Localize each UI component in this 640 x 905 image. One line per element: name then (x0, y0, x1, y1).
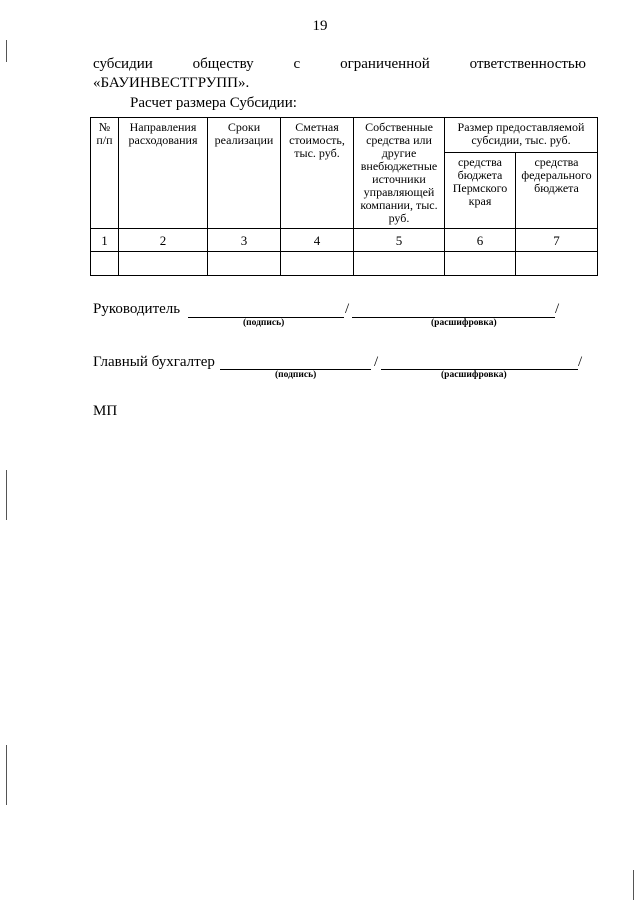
column-number-cell: 5 (354, 229, 445, 252)
table-cell (119, 252, 208, 276)
table-cell (281, 252, 354, 276)
column-number-cell: 1 (91, 229, 119, 252)
column-number-cell: 2 (119, 229, 208, 252)
accountant-slash-left: / (374, 354, 379, 370)
intro-word: субсидии (93, 56, 153, 72)
header-cell-directions: Направления расходования (119, 118, 208, 229)
column-number-cell: 4 (281, 229, 354, 252)
header-cell-subsidy-group: Размер предоставляемой субсидии, тыс. руб. (445, 118, 598, 153)
intro-word: ответственностью (469, 56, 586, 72)
column-number-cell: 7 (516, 229, 598, 252)
header-cell-own-funds: Собственные средства или другие внебюджетные источники управляющей компании, тыс. руб. (354, 118, 445, 229)
table-cell (208, 252, 281, 276)
head-decoding-caption: (расшифровка) (431, 318, 497, 328)
table-numbering-row (91, 229, 598, 252)
scan-edge-left-low (6, 745, 7, 805)
scan-edge-right (633, 870, 634, 900)
header-cell-number: № п/п (91, 118, 119, 229)
column-number-cell: 6 (445, 229, 516, 252)
header-cell-estimate: Сметная стоимость, тыс. руб. (281, 118, 354, 229)
intro-word: ограниченной (340, 56, 430, 72)
header-cell-regional-budget: средства бюджета Пермского края (445, 152, 516, 228)
page-number: 19 (312, 18, 328, 34)
table-cell (354, 252, 445, 276)
head-slash-left: / (345, 301, 350, 317)
table-header-row (91, 118, 598, 153)
table-cell (91, 252, 119, 276)
subsidy-table (90, 117, 598, 276)
stamp-placeholder: МП (93, 403, 118, 419)
table-cell (516, 252, 598, 276)
accountant-signature-caption: (подпись) (275, 370, 317, 380)
calculation-title: Расчет размера Субсидии: (130, 95, 297, 111)
scan-edge-left-mid (6, 470, 7, 520)
scan-edge-left-top (6, 40, 7, 62)
head-label: Руководитель (93, 301, 181, 317)
head-slash-right: / (555, 301, 560, 317)
intro-line (93, 56, 586, 73)
table-cell (445, 252, 516, 276)
column-number-cell: 3 (208, 229, 281, 252)
accountant-slash-right: / (578, 354, 583, 370)
header-cell-federal-budget: средства федерального бюджета (516, 152, 598, 228)
accountant-label: Главный бухгалтер (93, 354, 215, 370)
head-signature-caption: (подпись) (243, 318, 285, 328)
header-cell-terms: Сроки реализации (208, 118, 281, 229)
table-row (91, 252, 598, 276)
intro-word: с (293, 56, 301, 72)
accountant-decoding-caption: (расшифровка) (441, 370, 507, 380)
intro-word: обществу (192, 56, 254, 72)
company-name: «БАУИНВЕСТГРУПП». (93, 75, 250, 91)
